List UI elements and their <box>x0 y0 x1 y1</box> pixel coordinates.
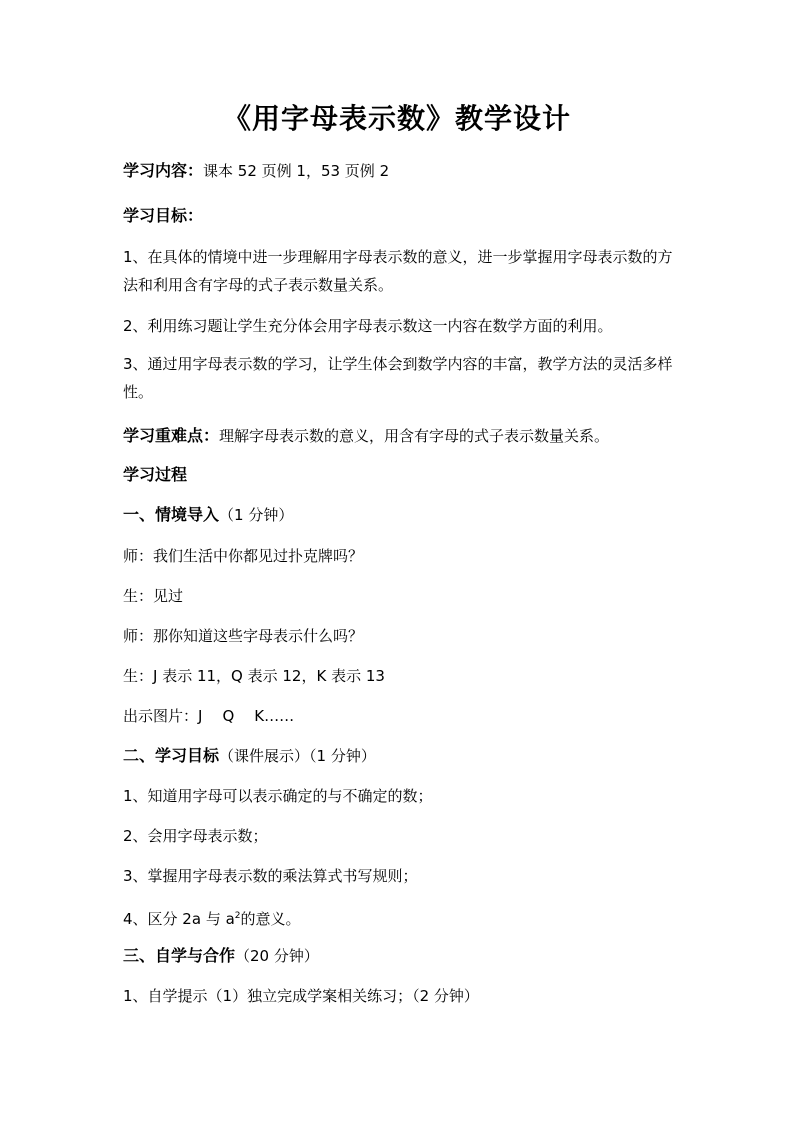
section3-heading <box>123 946 683 966</box>
goals-label: 学习目标： <box>123 206 204 225</box>
goal-item-3: 3、通过用字母表示数的学习，让学生体会到数学内容的丰富，教学方法的灵活多样性。 <box>123 355 673 401</box>
card-q: Q <box>222 707 235 725</box>
section3-title: 三、自学与合作 <box>123 946 236 965</box>
card-k: K…… <box>254 707 295 725</box>
content-label: 学习内容： <box>123 161 204 180</box>
show-picture-line <box>123 706 683 726</box>
section2-note: （课件展示）（1 分钟） <box>219 747 376 765</box>
card-j: J <box>198 707 203 725</box>
objective-item-1: 1、知道用字母可以表示确定的与不确定的数； <box>123 787 433 805</box>
section3-item-1: 1、自学提示（1）独立完成学案相关练习；（2 分钟） <box>123 987 479 1005</box>
dialogue-line-3: 师：那你知道这些字母表示什么吗？ <box>123 627 364 645</box>
superscript-two: 2 <box>234 911 241 921</box>
objective-item-4: 4、区分 2a 与 $a^2$的意义。 <box>123 910 301 928</box>
goal-item-1: 1、在具体的情境中进一步理解用字母表示数的意义，进一步掌握用字母表示数的方法和利用含有字母的式子表示数量关系。 <box>123 248 673 294</box>
goal-item-2: 2、利用练习题让学生充分体会用字母表示数这一内容在数学方面的利用。 <box>123 317 613 335</box>
section1-title: 一、情境导入 <box>123 505 220 524</box>
key-points-text: 理解字母表示数的意义，用含有字母的式子表示数量关系。 <box>219 427 610 445</box>
section1-time: （1 分钟） <box>219 506 294 524</box>
document-title: 《用字母表示数》教学设计 <box>222 102 571 135</box>
goals-heading <box>123 206 683 226</box>
section2-title: 二、学习目标 <box>123 746 220 765</box>
objective-item-3: 3、掌握用字母表示数的乘法算式书写规则； <box>123 867 418 885</box>
objective-item-2: 2、会用字母表示数； <box>123 827 268 845</box>
content-text: 课本 52 页例 1，53 页例 2 <box>203 162 390 180</box>
show-picture-label: 出示图片： <box>123 707 199 725</box>
dialogue-line-4: 生：J 表示 11，Q 表示 12，K 表示 13 <box>123 667 385 685</box>
key-points-line <box>123 426 683 446</box>
section1-heading <box>123 505 683 525</box>
section3-time: （20 分钟） <box>235 947 319 965</box>
key-points-label: 学习重难点： <box>123 426 220 445</box>
content-line <box>123 161 683 181</box>
dialogue-line-2: 生：见过 <box>123 587 184 605</box>
dialogue-line-1: 师：我们生活中你都见过扑克牌吗？ <box>123 547 364 565</box>
section2-heading <box>123 746 683 766</box>
process-heading: 学习过程 <box>123 465 188 484</box>
